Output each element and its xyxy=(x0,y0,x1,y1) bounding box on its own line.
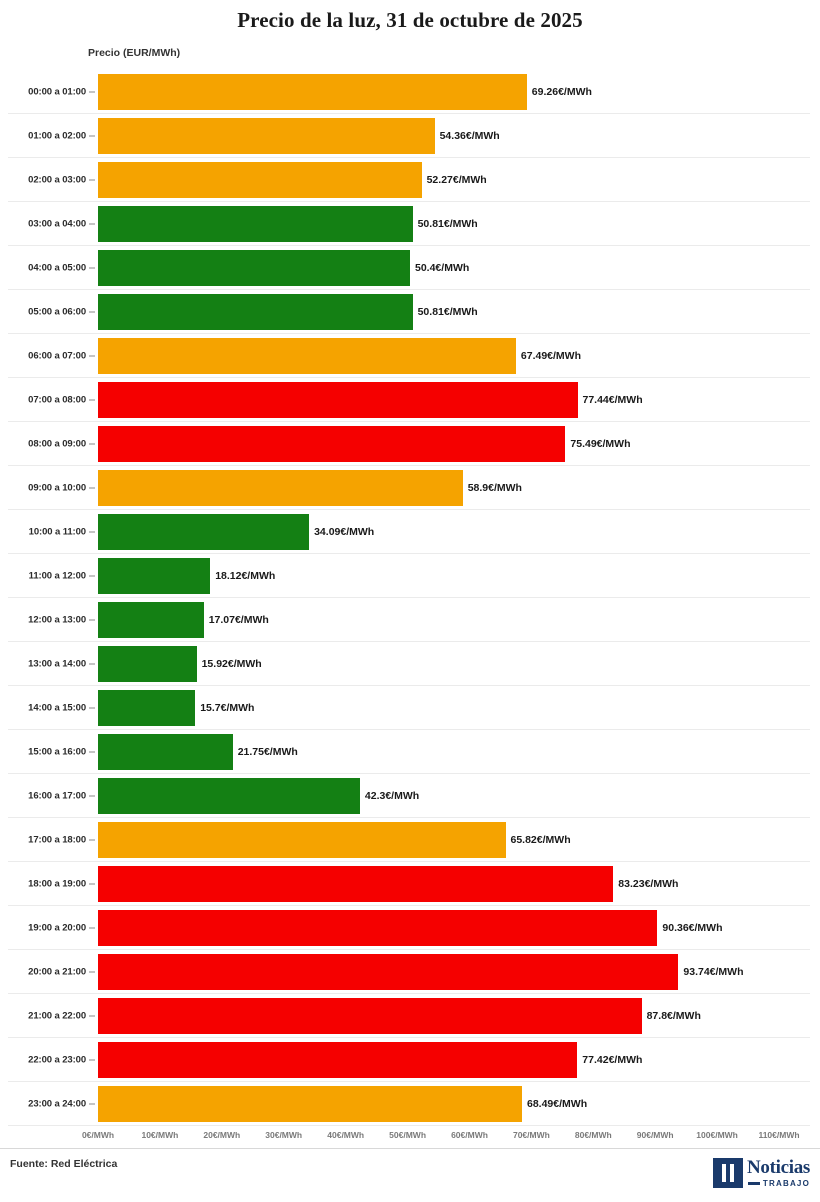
y-tick-mark xyxy=(89,136,95,137)
bar[interactable] xyxy=(98,558,210,594)
y-tick-mark xyxy=(89,180,95,181)
bar-value-label: 21.75€/MWh xyxy=(237,746,298,758)
bar-container xyxy=(98,778,810,814)
bar-value-label: 75.49€/MWh xyxy=(570,438,631,450)
bar-row xyxy=(0,994,820,1038)
y-tick-mark xyxy=(89,752,95,753)
bar-row xyxy=(0,1082,820,1126)
bar[interactable] xyxy=(98,646,197,682)
bar-container xyxy=(98,602,810,638)
bar-container xyxy=(98,162,810,198)
plot-area xyxy=(0,70,820,1140)
bar-value-label: 58.9€/MWh xyxy=(467,482,522,494)
bar-value-label: 65.82€/MWh xyxy=(510,834,571,846)
x-tick-label: 10€/MWh xyxy=(141,1130,179,1140)
bar-row xyxy=(0,730,820,774)
bar[interactable] xyxy=(98,1042,577,1078)
bar[interactable] xyxy=(98,514,309,550)
x-tick-label: 80€/MWh xyxy=(574,1130,612,1140)
bar[interactable] xyxy=(98,778,360,814)
bar-row-label: 09:00 a 10:00 xyxy=(28,482,86,494)
bar[interactable] xyxy=(98,1086,522,1122)
y-tick-mark xyxy=(89,92,95,93)
bar-row xyxy=(0,70,820,114)
bar-row-label: 13:00 a 14:00 xyxy=(28,658,86,670)
x-tick-label: 100€/MWh xyxy=(696,1130,738,1140)
bar-container xyxy=(98,206,810,242)
bar-value-label: 83.23€/MWh xyxy=(618,878,679,890)
source-note: Fuente: Red Eléctrica xyxy=(10,1158,118,1170)
bar-value-label: 77.44€/MWh xyxy=(582,394,643,406)
bar-row xyxy=(0,950,820,994)
y-tick-mark xyxy=(89,708,95,709)
bar-value-label: 87.8€/MWh xyxy=(646,1010,701,1022)
bar-container xyxy=(98,382,810,418)
bar-value-label: 93.74€/MWh xyxy=(683,966,744,978)
bar-container xyxy=(98,294,810,330)
bar-row xyxy=(0,466,820,510)
bar-container xyxy=(98,74,810,110)
bar-row-label: 08:00 a 09:00 xyxy=(28,438,86,450)
y-tick-mark xyxy=(89,664,95,665)
bar-value-label: 68.49€/MWh xyxy=(527,1098,588,1110)
bar-row xyxy=(0,862,820,906)
y-tick-mark xyxy=(89,1104,95,1105)
y-axis-unit-label: Precio (EUR/MWh) xyxy=(88,47,181,59)
bar[interactable] xyxy=(98,382,578,418)
bar-value-label: 67.49€/MWh xyxy=(520,350,581,362)
bar-container xyxy=(98,118,810,154)
x-tick-label: 60€/MWh xyxy=(451,1130,488,1140)
bar-value-label: 15.7€/MWh xyxy=(200,702,255,714)
y-tick-mark xyxy=(89,356,95,357)
x-tick-label: 20€/MWh xyxy=(203,1130,241,1140)
logo-name: Noticias xyxy=(746,1157,810,1178)
bar-row xyxy=(0,378,820,422)
bar-row-label: 12:00 a 13:00 xyxy=(28,614,86,626)
bar-container xyxy=(98,954,810,990)
bar-row xyxy=(0,290,820,334)
bar-container xyxy=(98,514,810,550)
bar-row-label: 10:00 a 11:00 xyxy=(28,526,86,538)
y-tick-mark xyxy=(89,840,95,841)
bar-row-label: 18:00 a 19:00 xyxy=(28,878,86,890)
bar[interactable] xyxy=(98,74,527,110)
bar-value-label: 50.81€/MWh xyxy=(417,306,478,318)
bar[interactable] xyxy=(98,602,204,638)
bar-row-label: 01:00 a 02:00 xyxy=(28,130,86,142)
y-tick-mark xyxy=(89,1016,95,1017)
bar-container xyxy=(98,426,810,462)
bar-value-label: 42.3€/MWh xyxy=(364,790,420,802)
bar-container xyxy=(98,1086,810,1122)
bar-row-label: 22:00 a 23:00 xyxy=(28,1054,86,1066)
bar-rows xyxy=(0,70,820,1126)
bar[interactable] xyxy=(98,866,613,902)
brand-logo xyxy=(713,1154,810,1192)
bar-row xyxy=(0,246,820,290)
y-tick-mark xyxy=(89,972,95,973)
bar-value-label: 15.92€/MWh xyxy=(201,658,262,670)
bar-container xyxy=(98,470,810,506)
bar[interactable] xyxy=(98,162,422,198)
bar-row xyxy=(0,818,820,862)
bar-row xyxy=(0,158,820,202)
bar-row xyxy=(0,686,820,730)
bar-value-label: 69.26€/MWh xyxy=(531,86,592,98)
bar-row xyxy=(0,334,820,378)
bar-value-label: 90.36€/MWh xyxy=(662,922,723,934)
bar-row xyxy=(0,510,820,554)
bar-row xyxy=(0,114,820,158)
bar[interactable] xyxy=(98,734,233,770)
bar-row xyxy=(0,1038,820,1082)
bar-row xyxy=(0,642,820,686)
bar-container xyxy=(98,690,810,726)
x-tick-label: 30€/MWh xyxy=(265,1130,303,1140)
bar-row-label: 17:00 a 18:00 xyxy=(28,834,86,846)
bar[interactable] xyxy=(98,910,657,946)
bar-row xyxy=(0,554,820,598)
x-tick-label: 50€/MWh xyxy=(389,1130,427,1140)
bar-container xyxy=(98,822,810,858)
logo-sub-bar-icon xyxy=(748,1182,760,1185)
x-tick-label: 90€/MWh xyxy=(636,1130,674,1140)
bar-value-label: 52.27€/MWh xyxy=(426,174,487,186)
logo-mark-icon xyxy=(713,1158,743,1188)
y-tick-mark xyxy=(89,444,95,445)
bar-value-label: 50.4€/MWh xyxy=(415,262,470,274)
footer-divider xyxy=(0,1148,820,1149)
bar-container xyxy=(98,646,810,682)
y-tick-mark xyxy=(89,224,95,225)
bar[interactable] xyxy=(98,470,463,506)
x-tick-label: 40€/MWh xyxy=(327,1130,365,1140)
logo-subtitle: TRABAJO xyxy=(762,1179,810,1188)
bar[interactable] xyxy=(98,690,195,726)
bar[interactable] xyxy=(98,822,506,858)
y-tick-mark xyxy=(89,312,95,313)
bar-container xyxy=(98,910,810,946)
x-tick-label: 110€/MWh xyxy=(758,1130,800,1140)
bar-row xyxy=(0,598,820,642)
bar-value-label: 77.42€/MWh xyxy=(582,1054,643,1066)
bar-row xyxy=(0,774,820,818)
bar[interactable] xyxy=(98,250,410,286)
bar[interactable] xyxy=(98,294,413,330)
bar-value-label: 17.07€/MWh xyxy=(208,614,269,626)
bar[interactable] xyxy=(98,998,642,1034)
y-tick-mark xyxy=(89,488,95,489)
y-tick-mark xyxy=(89,576,95,577)
bar-row xyxy=(0,202,820,246)
bar-row-label: 15:00 a 16:00 xyxy=(28,746,86,758)
bar-row-label: 23:00 a 24:00 xyxy=(28,1098,86,1110)
bar[interactable] xyxy=(98,954,678,990)
bar-row-label: 02:00 a 03:00 xyxy=(28,174,86,186)
y-tick-mark xyxy=(89,884,95,885)
bar-container xyxy=(98,734,810,770)
bar-container xyxy=(98,998,810,1034)
bar-row-label: 19:00 a 20:00 xyxy=(28,922,86,934)
x-axis xyxy=(81,1126,810,1146)
bar-container xyxy=(98,866,810,902)
bar-container xyxy=(98,1042,810,1078)
x-tick-label: 70€/MWh xyxy=(512,1130,550,1140)
y-tick-mark xyxy=(89,928,95,929)
bar-row xyxy=(0,422,820,466)
y-tick-mark xyxy=(89,796,95,797)
bar-value-label: 50.81€/MWh xyxy=(417,218,478,230)
bar-row-label: 07:00 a 08:00 xyxy=(28,394,86,406)
bar-row-label: 16:00 a 17:00 xyxy=(28,790,86,802)
bar-container xyxy=(98,558,810,594)
bar-row-label: 06:00 a 07:00 xyxy=(28,350,86,362)
bar-row-label: 20:00 a 21:00 xyxy=(28,966,86,978)
bar-row-label: 11:00 a 12:00 xyxy=(28,570,86,582)
bar-row-label: 14:00 a 15:00 xyxy=(28,702,86,714)
logo-subtitle-wrap xyxy=(747,1180,810,1188)
y-tick-mark xyxy=(89,268,95,269)
bar[interactable] xyxy=(98,118,435,154)
bar[interactable] xyxy=(98,206,413,242)
page-title: Precio de la luz, 31 de octubre de 2025 xyxy=(237,8,583,32)
bar-row xyxy=(0,906,820,950)
bar-row-label: 03:00 a 04:00 xyxy=(28,218,86,230)
x-tick-label: 0€/MWh xyxy=(81,1130,115,1140)
bar-row-label: 04:00 a 05:00 xyxy=(28,262,86,274)
logo-text xyxy=(747,1158,810,1188)
bar[interactable] xyxy=(98,426,565,462)
bar-value-label: 54.36€/MWh xyxy=(439,130,500,142)
bar-row-label: 00:00 a 01:00 xyxy=(28,86,86,98)
y-tick-mark xyxy=(89,620,95,621)
bar[interactable] xyxy=(98,338,516,374)
bar-value-label: 34.09€/MWh xyxy=(314,526,375,538)
bar-value-label: 18.12€/MWh xyxy=(215,570,276,582)
y-tick-mark xyxy=(89,400,95,401)
y-tick-mark xyxy=(89,532,95,533)
bar-container xyxy=(98,338,810,374)
y-tick-mark xyxy=(89,1060,95,1061)
bar-row-label: 21:00 a 22:00 xyxy=(28,1010,86,1022)
bar-row-label: 05:00 a 06:00 xyxy=(28,306,86,318)
bar-container xyxy=(98,250,810,286)
